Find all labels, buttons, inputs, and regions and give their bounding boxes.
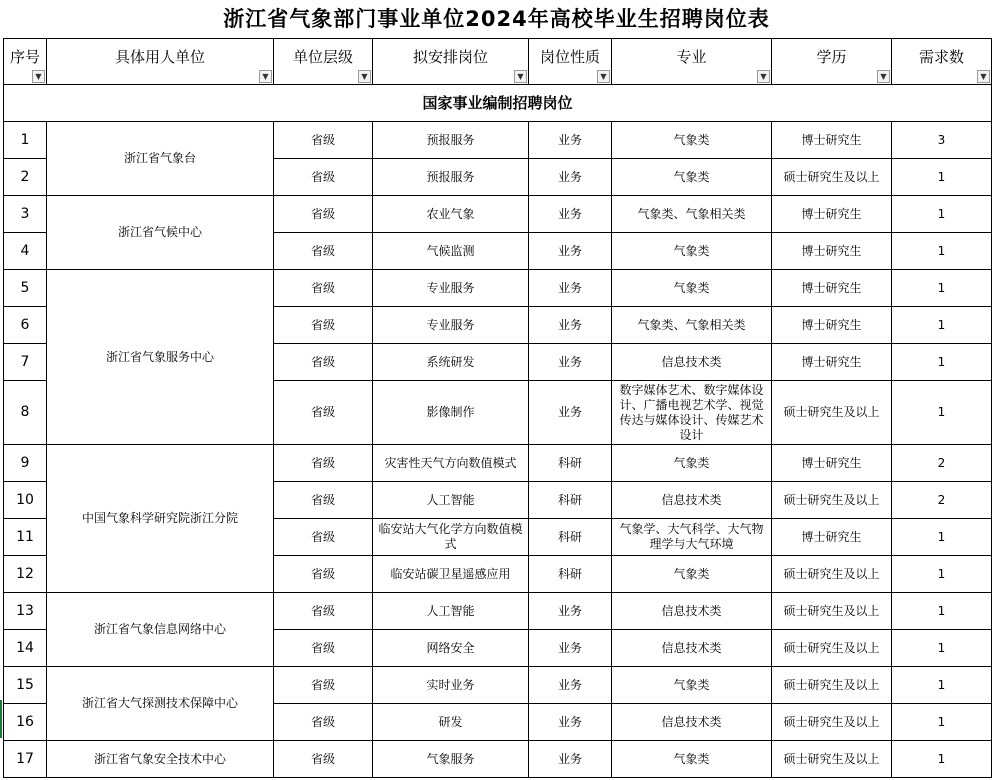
cell-count[interactable]: 2 — [892, 482, 992, 519]
cell-count[interactable]: 1 — [892, 270, 992, 307]
cell-education[interactable]: 硕士研究生及以上 — [772, 381, 892, 445]
table-row — [4, 445, 992, 482]
cell-post[interactable]: 预报服务 — [373, 122, 529, 159]
section-row — [4, 85, 992, 122]
cell-nature[interactable]: 科研 — [529, 519, 612, 556]
cell-count[interactable]: 2 — [892, 445, 992, 482]
cell-post[interactable]: 预报服务 — [373, 159, 529, 196]
filter-dropdown-icon[interactable]: ▼ — [358, 70, 371, 83]
cell-seq[interactable]: 14 — [4, 630, 47, 667]
cell-post[interactable]: 实时业务 — [373, 667, 529, 704]
cell-unit[interactable]: 浙江省气象安全技术中心 — [47, 741, 274, 778]
cell-nature[interactable]: 业务 — [529, 381, 612, 445]
cell-education[interactable]: 硕士研究生及以上 — [772, 593, 892, 630]
cell-nature[interactable]: 业务 — [529, 122, 612, 159]
header-count: 需求数 ▼ — [892, 39, 992, 85]
cell-seq[interactable]: 3 — [4, 196, 47, 233]
cell-seq[interactable]: 4 — [4, 233, 47, 270]
table-row — [4, 196, 992, 233]
cell-seq[interactable]: 13 — [4, 593, 47, 630]
cell-nature[interactable]: 业务 — [529, 704, 612, 741]
cell-level[interactable]: 省级 — [274, 445, 373, 482]
cell-education[interactable]: 硕士研究生及以上 — [772, 159, 892, 196]
cell-seq[interactable]: 15 — [4, 667, 47, 704]
header-level: 单位层级 ▼ — [274, 39, 373, 85]
cell-level[interactable]: 省级 — [274, 196, 373, 233]
cell-unit[interactable]: 浙江省大气探测技术保障中心 — [47, 667, 274, 741]
cell-nature[interactable]: 科研 — [529, 445, 612, 482]
cell-major[interactable]: 信息技术类 — [612, 630, 772, 667]
cell-education[interactable]: 博士研究生 — [772, 270, 892, 307]
cell-count[interactable]: 1 — [892, 519, 992, 556]
cell-seq[interactable]: 2 — [4, 159, 47, 196]
cell-nature[interactable]: 业务 — [529, 630, 612, 667]
cell-count[interactable]: 1 — [892, 307, 992, 344]
filter-dropdown-icon[interactable]: ▼ — [757, 70, 770, 83]
cell-seq[interactable]: 17 — [4, 741, 47, 778]
cell-count[interactable]: 1 — [892, 196, 992, 233]
cell-major[interactable]: 数字媒体艺术、数字媒体设计、广播电视艺术学、视觉传达与媒体设计、传媒艺术设计 — [612, 381, 772, 445]
cell-count[interactable]: 1 — [892, 159, 992, 196]
cell-education[interactable]: 博士研究生 — [772, 519, 892, 556]
cell-education[interactable]: 硕士研究生及以上 — [772, 556, 892, 593]
cell-post[interactable]: 研发 — [373, 704, 529, 741]
cell-post[interactable]: 农业气象 — [373, 196, 529, 233]
filter-dropdown-icon[interactable]: ▼ — [514, 70, 527, 83]
table-row — [4, 122, 992, 159]
cell-education[interactable]: 硕士研究生及以上 — [772, 630, 892, 667]
filter-dropdown-icon[interactable]: ▼ — [877, 70, 890, 83]
cell-level[interactable]: 省级 — [274, 482, 373, 519]
cell-major[interactable]: 气象类 — [612, 233, 772, 270]
cell-level[interactable]: 省级 — [274, 741, 373, 778]
cell-count[interactable]: 1 — [892, 593, 992, 630]
cell-seq[interactable]: 16 — [4, 704, 47, 741]
cell-level[interactable]: 省级 — [274, 381, 373, 445]
cell-level[interactable]: 省级 — [274, 122, 373, 159]
header-nature: 岗位性质 ▼ — [529, 39, 612, 85]
cell-post[interactable]: 人工智能 — [373, 593, 529, 630]
cell-education[interactable]: 博士研究生 — [772, 122, 892, 159]
cell-major[interactable]: 气象类 — [612, 159, 772, 196]
sheet-title: 浙江省气象部门事业单位2024年高校毕业生招聘岗位表 — [223, 7, 770, 31]
cell-major[interactable]: 气象学、大气科学、大气物理学与大气环境 — [612, 519, 772, 556]
cell-major[interactable]: 气象类 — [612, 667, 772, 704]
filter-dropdown-icon[interactable]: ▼ — [977, 70, 990, 83]
cell-count[interactable]: 1 — [892, 233, 992, 270]
section-title[interactable]: 国家事业编制招聘岗位 — [4, 85, 992, 122]
table-row — [4, 593, 992, 630]
cell-count[interactable]: 1 — [892, 741, 992, 778]
filter-dropdown-icon[interactable]: ▼ — [597, 70, 610, 83]
cell-major[interactable]: 信息技术类 — [612, 704, 772, 741]
cell-level[interactable]: 省级 — [274, 270, 373, 307]
header-education: 学历 ▼ — [772, 39, 892, 85]
cell-education[interactable]: 硕士研究生及以上 — [772, 704, 892, 741]
cell-nature[interactable]: 业务 — [529, 307, 612, 344]
cell-major[interactable]: 气象类、气象相关类 — [612, 196, 772, 233]
cell-major[interactable]: 信息技术类 — [612, 482, 772, 519]
cell-nature[interactable]: 业务 — [529, 233, 612, 270]
table-row — [4, 667, 992, 704]
cell-seq[interactable]: 6 — [4, 307, 47, 344]
cell-major[interactable]: 气象类、气象相关类 — [612, 307, 772, 344]
cell-education[interactable]: 博士研究生 — [772, 196, 892, 233]
cell-nature[interactable]: 业务 — [529, 196, 612, 233]
cell-nature[interactable]: 业务 — [529, 593, 612, 630]
cell-major[interactable]: 气象类 — [612, 556, 772, 593]
header-seq: 序号 ▼ — [4, 39, 47, 85]
cell-unit[interactable]: 浙江省气象信息网络中心 — [47, 593, 274, 667]
cell-count[interactable]: 1 — [892, 630, 992, 667]
cell-count[interactable]: 1 — [892, 381, 992, 445]
cell-level[interactable]: 省级 — [274, 344, 373, 381]
cell-level[interactable]: 省级 — [274, 556, 373, 593]
cell-count[interactable]: 1 — [892, 704, 992, 741]
table-row — [4, 270, 992, 307]
cell-education[interactable]: 博士研究生 — [772, 307, 892, 344]
cell-post[interactable]: 气候监测 — [373, 233, 529, 270]
cell-major[interactable]: 信息技术类 — [612, 344, 772, 381]
cell-post[interactable]: 专业服务 — [373, 307, 529, 344]
cell-education[interactable]: 硕士研究生及以上 — [772, 667, 892, 704]
cell-post[interactable]: 人工智能 — [373, 482, 529, 519]
cell-unit[interactable]: 中国气象科学研究院浙江分院 — [47, 445, 274, 593]
cell-level[interactable]: 省级 — [274, 519, 373, 556]
cell-level[interactable]: 省级 — [274, 233, 373, 270]
cell-unit[interactable]: 浙江省气候中心 — [47, 196, 274, 270]
cell-unit[interactable]: 浙江省气象台 — [47, 122, 274, 196]
cell-education[interactable]: 博士研究生 — [772, 344, 892, 381]
cell-count[interactable]: 1 — [892, 556, 992, 593]
recruitment-table — [3, 38, 992, 778]
cell-nature[interactable]: 业务 — [529, 344, 612, 381]
cell-level[interactable]: 省级 — [274, 593, 373, 630]
cell-post[interactable]: 网络安全 — [373, 630, 529, 667]
cell-nature[interactable]: 业务 — [529, 741, 612, 778]
header-row — [4, 39, 992, 85]
cell-seq[interactable]: 1 — [4, 122, 47, 159]
cell-level[interactable]: 省级 — [274, 630, 373, 667]
cell-nature[interactable]: 科研 — [529, 482, 612, 519]
cell-seq[interactable]: 11 — [4, 519, 47, 556]
cell-seq[interactable]: 10 — [4, 482, 47, 519]
header-post: 拟安排岗位 ▼ — [373, 39, 529, 85]
cell-post[interactable]: 临安站碳卫星遥感应用 — [373, 556, 529, 593]
cell-major[interactable]: 气象类 — [612, 122, 772, 159]
header-major: 专业 ▼ — [612, 39, 772, 85]
cell-count[interactable]: 1 — [892, 344, 992, 381]
cell-level[interactable]: 省级 — [274, 704, 373, 741]
table-row — [4, 741, 992, 778]
cell-post[interactable]: 影像制作 — [373, 381, 529, 445]
cell-post[interactable]: 临安站大气化学方向数值模式 — [373, 519, 529, 556]
cell-education[interactable]: 硕士研究生及以上 — [772, 741, 892, 778]
cell-level[interactable]: 省级 — [274, 667, 373, 704]
cell-major[interactable]: 气象类 — [612, 270, 772, 307]
cell-post[interactable]: 专业服务 — [373, 270, 529, 307]
cell-level[interactable]: 省级 — [274, 159, 373, 196]
cell-count[interactable]: 3 — [892, 122, 992, 159]
cell-seq[interactable]: 7 — [4, 344, 47, 381]
cell-seq[interactable]: 5 — [4, 270, 47, 307]
cell-seq[interactable]: 8 — [4, 381, 47, 445]
filter-dropdown-icon[interactable]: ▼ — [32, 70, 45, 83]
cell-seq[interactable]: 9 — [4, 445, 47, 482]
filter-dropdown-icon[interactable]: ▼ — [259, 70, 272, 83]
cell-education[interactable]: 硕士研究生及以上 — [772, 482, 892, 519]
cell-major[interactable]: 气象类 — [612, 741, 772, 778]
cell-nature[interactable]: 科研 — [529, 556, 612, 593]
cell-education[interactable]: 博士研究生 — [772, 233, 892, 270]
cell-seq[interactable]: 12 — [4, 556, 47, 593]
cell-education[interactable]: 博士研究生 — [772, 445, 892, 482]
cell-nature[interactable]: 业务 — [529, 667, 612, 704]
cell-level[interactable]: 省级 — [274, 307, 373, 344]
header-unit: 具体用人单位 ▼ — [47, 39, 274, 85]
cell-unit[interactable]: 浙江省气象服务中心 — [47, 270, 274, 445]
cell-nature[interactable]: 业务 — [529, 159, 612, 196]
cell-nature[interactable]: 业务 — [529, 270, 612, 307]
cell-count[interactable]: 1 — [892, 667, 992, 704]
cell-major[interactable]: 信息技术类 — [612, 593, 772, 630]
cell-major[interactable]: 气象类 — [612, 445, 772, 482]
selection-marker — [0, 700, 2, 738]
cell-post[interactable]: 气象服务 — [373, 741, 529, 778]
cell-post[interactable]: 系统研发 — [373, 344, 529, 381]
cell-post[interactable]: 灾害性天气方向数值模式 — [373, 445, 529, 482]
